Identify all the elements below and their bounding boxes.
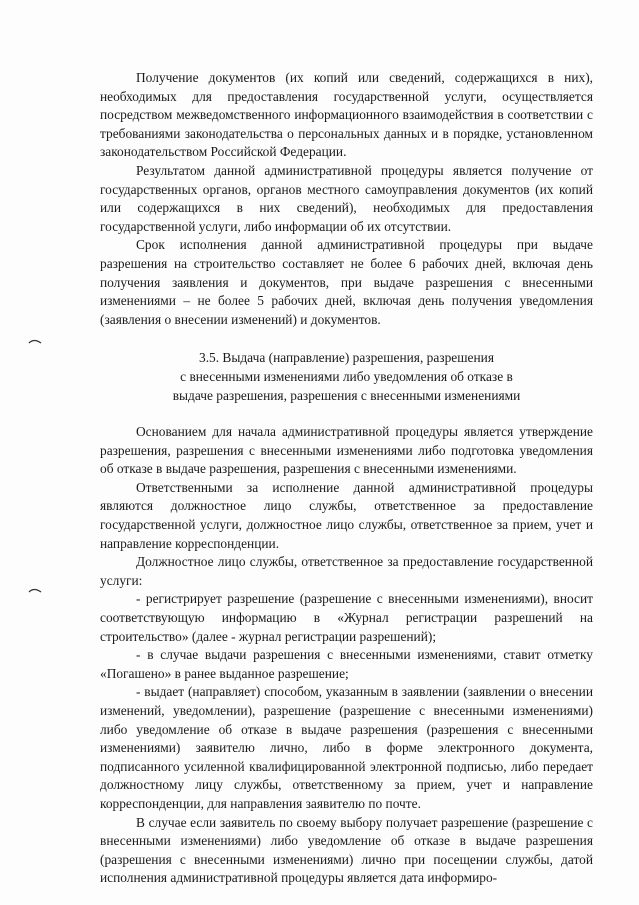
document-body [100, 69, 593, 888]
binding-mark-icon [28, 586, 42, 596]
list-item: - в случае выдачи разрешения с внесенными изменениями, ставит отметку «Погашено» в ранее выданное разрешение; [100, 647, 593, 681]
section-heading-line: выдаче разрешения, разрешения с внесенными изменениями [172, 387, 521, 403]
paragraph: Ответственными за исполнение данной административной процедуры являются должностное лицо службы, ответственное за предоставление государственной услуги, должностное лицо службы, ответственное за прием, учет и направление корреспонденции. [100, 479, 593, 551]
list-item: - выдает (направляет) способом, указанным в заявлении (заявлении о внесении изменений, уведомлении), разрешение (разрешение с внесенными изменениями) либо уведомление об отказе в выдаче разрешения (разрешения с внесенными изменениями) заявителю лично, либо в форме электронного документа, подписанного усиленной квалифицированной электронной подписью, либо передает должностному лицу службы, ответственному за прием, учет и направление корреспонденции, для направления заявителю по почте. [100, 684, 593, 811]
paragraph: В случае если заявитель по своему выбору получает разрешение (разрешение с внесенными изменениями) либо уведомление об отказе в выдаче разрешения (разрешения с внесенными изменениями) лично при посещении службы, датой исполнения административной процедуры является дата информиро- [100, 814, 593, 886]
paragraph: Должностное лицо службы, ответственное за предоставление государственной услуги: [100, 554, 593, 588]
list-item: - регистрирует разрешение (разрешение с внесенными изменениями), вносит соответствующую информацию в «Журнал регистрации разрешений на строительство» (далее - журнал регистрации разрешений); [100, 591, 593, 644]
section-heading-line: 3.5. Выдача (направление) разрешения, разрешения [199, 350, 494, 366]
section-heading-line: с внесенными изменениями либо уведомления об отказе в [180, 368, 513, 384]
binding-mark-icon [28, 337, 42, 347]
paragraph: Срок исполнения данной административной процедуры при выдаче разрешения на строительство составляет не более 6 рабочих дней, включая день получения заявления и документов, при выдаче разрешения с внесенными изменениями – не более 5 рабочих дней, включая день получения уведомления (заявления о внесении изменений) и документов. [100, 237, 593, 327]
paragraph: Результатом данной административной процедуры является получение от государственных органов, органов местного самоуправления документов (их копий или содержащихся в них сведений), необходимых для предоставления государственной услуги, либо информации об их отсутствии. [100, 162, 593, 234]
paragraph: Получение документов (их копий или сведений, содержащихся в них), необходимых для предоставления государственной услуги, осуществляется посредством межведомственного информационного взаимодействия в соответствии с требованиями законодательства о персональных данных и в порядке, установленном законодательством Российской Федерации. [100, 70, 593, 160]
paragraph: Основанием для начала административной процедуры является утверждение разрешения, разрешения с внесенными изменениями либо подготовка уведомления об отказе в выдаче разрешения, разрешения с внесенными изменениями. [100, 424, 593, 477]
section-heading [100, 349, 593, 405]
